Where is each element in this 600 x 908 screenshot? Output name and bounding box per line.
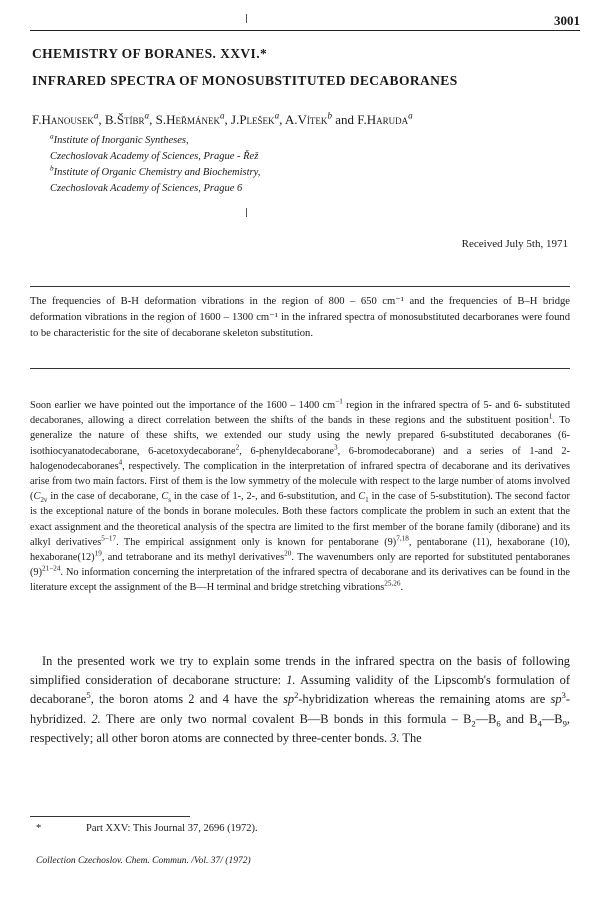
abstract: The frequencies of B-H deformation vibrations in the region of 800 – 650 cm⁻¹ and the frequencies of B–H bridge deformation vibrations in the region of 1600 – 1300 cm⁻¹ in the infrared spectra of monosubstituted decarboranes were found to be characteristic for the site of decaborane skeleton substitution. (30, 296, 570, 339)
author: A.Vítek$^b$ (284, 110, 332, 127)
author: B.Štíbr$^a$ (104, 110, 150, 127)
author: S.Heřmánek$^a$ (155, 110, 225, 127)
body-paragraph-1: Soon earlier we have pointed out the importance of the 1600 – 1400 $cm^{-1}$ region in the infrared spectra of 5- and 6- substituted decaboranes, allowing a direct correlation between the shifts of the bands in these regions and the substituent position$^1$. To generalize the nature of these shifts, we extended our study using the newly prepared 6-substituted decaboranes (6-isothiocyanatodecaborane, 6-acetoxydecaborane$^2$, 6-phenyldecaborane$^3$, 6-bromodecaborane) and a series of 1-and 2-halogenodecaboranes$^4$, respectively. The complication in the interpretation of infrared spectra of decaborane and its derivatives arise from two main factors. First of them is the low symmetry of the molecule with respect to the large number of atoms involved ($C_{2v}$ in the case of decaborane, $C_s$ in the case of 1-, 2-, and 6-substitution, and $C_1$ in the case of 5-substitution). The second factor is the exceptional nature of the bonds in borane molecules. Both these factors complicate the problem in such an extent that the exact assignment and the theoretical analysis of the spectra are limited to the first member of the borane family (diborane) and its alkyl derivatives$^{5-17}$. The empirical assignment only is known for pentaborane $(9)^{7,18}$, pentaborane (11), hexaborane (10), $hexaborane(12)^{19}$, and tetraborane and its methyl derivatives$^{20}$. The wavenumbers only are reported for substituted pentaboranes $(9)^{21-24}$. No information concerning the interpretation of the infrared spectra of decaborane and its derivatives can be found in the literature except the assignment of the B—H terminal and bridge stretching vibrations$^{25,26}$. (30, 397, 571, 594)
footnote (36, 823, 258, 834)
author: F.Hanousek$^a$ (32, 110, 99, 127)
header-rule (30, 30, 580, 31)
journal-footer: Collection Czechoslov. Chem. Commun. /Vol. 37/ (1972) (36, 856, 251, 866)
abstract-top-rule (30, 286, 570, 287)
footnote-mark: * (36, 823, 42, 834)
affiliations (50, 133, 260, 197)
scan-mark (246, 208, 247, 217)
article-title-series: CHEMISTRY OF BORANES. XXVI.* (32, 46, 268, 61)
affiliation-line: $^a$Institute of Inorganic Syntheses, (50, 131, 189, 146)
page-number: 3001 (554, 13, 580, 28)
author: F.Haruda$^a$ (357, 110, 413, 127)
footnote-text: Part XXV: This Journal 37, 2696 (1972). (86, 823, 258, 834)
affiliation-line: Czechoslovak Academy of Sciences, Prague - Řež (50, 151, 259, 162)
received-date: Received July 5th, 1971 (461, 238, 568, 250)
article-title: INFRARED SPECTRA OF MONOSUBSTITUTED DECABORANES (32, 73, 458, 88)
footnote-rule (30, 816, 190, 817)
abstract-bottom-rule (30, 368, 570, 369)
affiliation-line: Czechoslovak Academy of Sciences, Prague 6 (50, 183, 243, 194)
author: J.Plešek$^a$ (231, 110, 280, 127)
body-paragraph-2: In the presented work we try to explain some trends in the infrared spectra on the basis of following simplified consideration of decaborane structure: 1. Assuming validity of the Lipscomb's formulation of decaborane$^5$, the boron atoms 2 and 4 have the $sp^2$-hybridization whereas the remaining atoms are $sp^3$-hybridized. 2. There are only two normal covalent B—B bonds in this formula – $B_2—B_6$ and $B_4—B_9$, respectively; all other boron atoms are connected by three-center bonds. 3. The (30, 654, 570, 745)
affiliation-line: $^b$Institute of Organic Chemistry and Biochemistry, (50, 163, 261, 178)
scan-mark (246, 14, 247, 23)
author-list: F.Hanousek$^a$, B.Štíbr$^a$, S.Heřmánek$^a$, J.Plešek$^a$, A.Vítek$^b$ and F.Haruda$^a$ (32, 110, 413, 127)
